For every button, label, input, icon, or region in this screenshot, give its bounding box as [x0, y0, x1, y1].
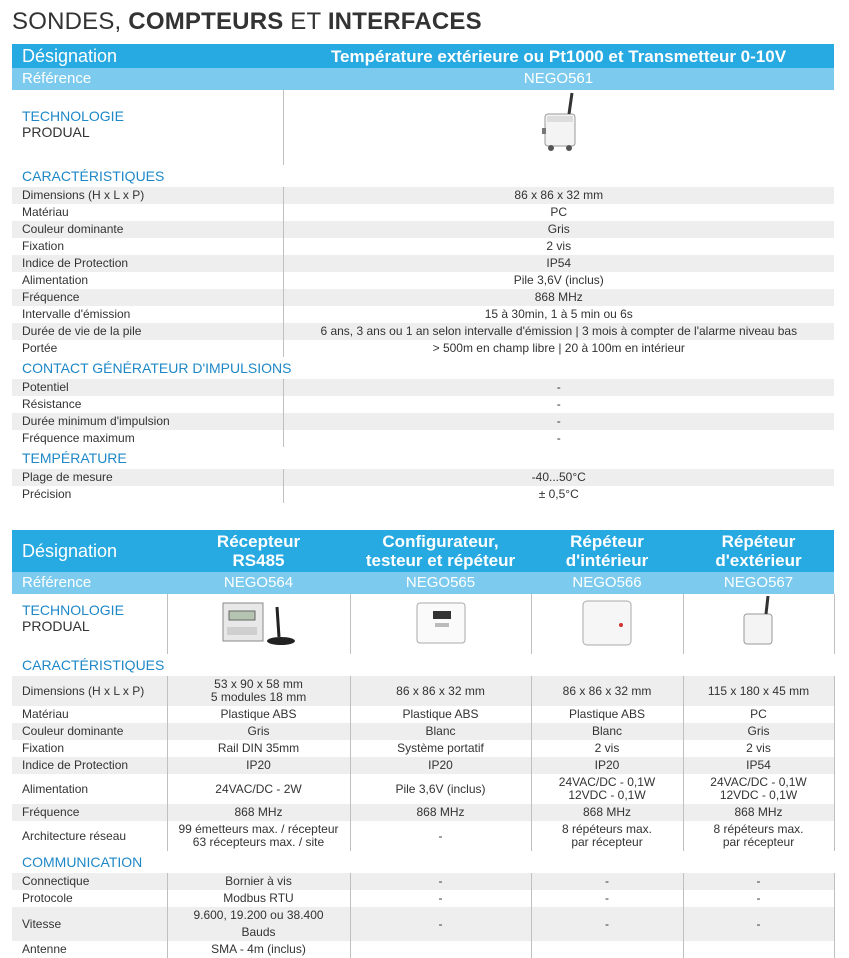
spec-value-line: 12VDC - 0,1W — [568, 788, 646, 802]
spec-label: Alimentation — [12, 272, 283, 289]
spec-value-line: 2 vis — [746, 741, 771, 755]
spec-label: Protocole — [12, 890, 167, 907]
spec-value — [167, 740, 350, 757]
spec-label: Fréquence — [12, 289, 283, 306]
spec-value — [531, 723, 683, 740]
title-line-1: Récepteur — [216, 532, 301, 551]
spec-label: Durée minimum d'impulsion — [12, 413, 283, 430]
spec-row — [12, 486, 834, 503]
spec-value — [531, 774, 683, 804]
rs485-receiver-image — [219, 597, 299, 647]
spec-row — [12, 941, 834, 958]
spec-value — [167, 821, 350, 851]
spec-value — [683, 706, 834, 723]
spec-value-line: 12VDC - 0,1W — [719, 788, 798, 802]
spec-value — [531, 706, 683, 723]
spec-value-line: Gris — [747, 724, 770, 738]
section-title: COMMUNICATION — [22, 854, 143, 870]
spec-value: -40...50°C — [283, 469, 834, 486]
spec-label: Indice de Protection — [12, 757, 167, 774]
spec-value: 86 x 86 x 32 mm — [283, 187, 834, 204]
spec-value — [683, 804, 834, 821]
spec-value-line: IP54 — [746, 758, 771, 772]
spec-label: Matériau — [12, 706, 167, 723]
spec-value — [531, 676, 683, 706]
product-image-cell — [167, 594, 350, 654]
section-header — [12, 165, 834, 187]
spec-value — [531, 873, 683, 890]
title-line-1: Configurateur, — [382, 532, 499, 551]
spec-value — [167, 676, 350, 706]
spec-value — [350, 774, 531, 804]
spec-row — [12, 821, 834, 851]
technologie-text: TECHNOLOGIE — [22, 602, 124, 618]
spec-label: Durée de vie de la pile — [12, 323, 283, 340]
section-title: CARACTÉRISTIQUES — [22, 168, 165, 184]
spec-row — [12, 430, 834, 447]
spec-value: 6 ans, 3 ans ou 1 an selon intervalle d'émission | 3 mois à compter de l'alarme niveau bas — [283, 323, 834, 340]
spec-value-line: - — [756, 916, 761, 931]
spec-value: Gris — [283, 221, 834, 238]
product-image-cell — [283, 90, 834, 165]
spec-label: Dimensions (H x L x P) — [12, 676, 167, 706]
spec-label: Couleur dominante — [12, 221, 283, 238]
spec-label: Vitesse — [12, 907, 167, 941]
spec-value-line: - — [438, 874, 443, 888]
spec-label: Portée — [12, 340, 283, 357]
technologie-text: TECHNOLOGIE — [22, 108, 124, 124]
spec-value-line: Système portatif — [397, 741, 484, 755]
spec-value: PC — [550, 205, 568, 219]
product-title-nego565 — [350, 530, 531, 572]
section-title: CARACTÉRISTIQUES — [22, 657, 165, 673]
spec-value — [167, 907, 350, 941]
spec-value — [683, 890, 834, 907]
section-header — [12, 851, 834, 873]
spec-value-line: IP20 — [428, 758, 453, 772]
title-part-4: INTERFACES — [327, 8, 482, 35]
product-title-nego564 — [167, 530, 350, 572]
spec-label: Intervalle d'émission — [12, 306, 283, 323]
spec-value — [167, 890, 350, 907]
spec-label: Indice de Protection — [12, 255, 283, 272]
product-image-cell — [683, 594, 834, 654]
spec-value-line: - — [605, 874, 609, 888]
spec-value — [683, 873, 834, 890]
produal-text: PRODUAL — [22, 618, 90, 634]
spec-value-line: Gris — [247, 724, 270, 738]
product-title: Température extérieure ou Pt1000 et Transmetteur 0-10V — [283, 44, 834, 68]
spec-value-line: Blanc — [425, 724, 456, 738]
spec-row — [12, 907, 834, 941]
spec-value-line: - — [438, 828, 443, 843]
product-title-nego566 — [531, 530, 683, 572]
spec-value-line: 5 modules 18 mm — [210, 690, 307, 704]
spec-value — [350, 740, 531, 757]
spec-value — [683, 907, 834, 941]
spec-value — [350, 757, 531, 774]
spec-value: - — [556, 431, 561, 445]
spec-value-line: 24VAC/DC - 0,1W — [710, 775, 807, 789]
section-title: TEMPÉRATURE — [22, 450, 127, 466]
spec-value-line: - — [438, 916, 443, 931]
spec-value — [683, 941, 834, 958]
spec-value — [350, 804, 531, 821]
spec-value-line: Pile 3,6V (inclus) — [395, 781, 486, 796]
spec-row — [12, 238, 834, 255]
spec-value — [683, 821, 834, 851]
spec-row — [12, 676, 834, 706]
spec-value — [167, 873, 350, 890]
spec-value — [531, 804, 683, 821]
spec-label: Couleur dominante — [12, 723, 167, 740]
spec-value-line: 2 vis — [594, 741, 620, 755]
spec-label: Précision — [12, 486, 283, 503]
spec-label: Architecture réseau — [12, 821, 167, 851]
spec-row — [12, 890, 834, 907]
spec-row — [12, 396, 834, 413]
spec-value: - — [283, 379, 834, 396]
spec-label: Dimensions (H x L x P) — [12, 187, 283, 204]
spec-label: Alimentation — [12, 774, 167, 804]
reference-label-2: Référence — [12, 572, 167, 594]
spec-row — [12, 413, 834, 430]
spec-value: IP54 — [283, 255, 834, 272]
spec-row — [12, 204, 834, 221]
spec-value-line: Rail DIN 35mm — [217, 741, 300, 755]
title-line-2: d'intérieur — [565, 551, 649, 570]
section-header — [12, 357, 834, 379]
spec-value — [531, 757, 683, 774]
page-title — [12, 8, 482, 36]
reference-nego564: NEGO564 — [167, 572, 350, 594]
title-part-1: SONDES, — [12, 8, 129, 35]
spec-label: Fixation — [12, 740, 167, 757]
product-title-nego567 — [683, 530, 834, 572]
spec-value: > 500m en champ libre | 20 à 100m en intérieur — [432, 341, 685, 355]
technology-label-2 — [12, 594, 167, 654]
spec-value-line: 9.600, 19.200 ou 38.400 Bauds — [193, 908, 324, 939]
spec-label: Fréquence maximum — [12, 430, 283, 447]
spec-value — [350, 821, 531, 851]
spec-value — [683, 740, 834, 757]
spec-value-line: Bornier à vis — [225, 874, 292, 888]
spec-label: Fréquence — [12, 804, 167, 821]
spec-value — [350, 706, 531, 723]
spec-value-line: 868 MHz — [734, 805, 783, 819]
spec-row — [12, 469, 834, 486]
configurator-image — [411, 597, 471, 647]
spec-value-line: 8 répéteurs max. — [713, 822, 804, 836]
spec-value: - — [283, 413, 834, 430]
spec-value-line: SMA - 4m (inclus) — [211, 942, 306, 956]
product-table-nego561 — [12, 44, 834, 503]
spec-value-line: 868 MHz — [416, 805, 465, 819]
produal-text: PRODUAL — [22, 124, 90, 140]
spec-value-line: par récepteur — [571, 835, 643, 849]
spec-label: Antenne — [12, 941, 167, 958]
spec-row — [12, 873, 834, 890]
reference-nego566: NEGO566 — [531, 572, 683, 594]
spec-value — [683, 774, 834, 804]
spec-row — [12, 221, 834, 238]
spec-row — [12, 740, 834, 757]
spec-row — [12, 723, 834, 740]
spec-value — [350, 873, 531, 890]
spec-row — [12, 379, 834, 396]
spec-row — [12, 340, 834, 357]
spec-value-line: - — [438, 891, 443, 905]
spec-value — [167, 941, 350, 958]
spec-value-line: 24VAC/DC - 2W — [215, 781, 302, 796]
spec-value-line: Blanc — [591, 724, 623, 738]
reference-nego567: NEGO567 — [683, 572, 834, 594]
spec-value-line: 868 MHz — [582, 805, 632, 819]
spec-value — [683, 757, 834, 774]
spec-row — [12, 255, 834, 272]
spec-row — [12, 706, 834, 723]
title-line-2: RS485 — [232, 551, 285, 570]
spec-value-line: 115 x 180 x 45 mm — [707, 683, 810, 698]
spec-value: 15 à 30min, 1 à 5 min ou 6s — [484, 307, 633, 321]
spec-value — [167, 757, 350, 774]
spec-value-line: 53 x 90 x 58 mm — [214, 677, 303, 691]
spec-value — [350, 890, 531, 907]
reference-nego565: NEGO565 — [350, 572, 531, 594]
spec-value-line: - — [605, 916, 609, 931]
spec-label: Résistance — [12, 396, 283, 413]
spec-label: Plage de mesure — [12, 469, 283, 486]
indoor-repeater-image — [577, 597, 637, 647]
spec-value-line: IP20 — [246, 758, 271, 772]
spec-value-line: 8 répéteurs max. — [561, 822, 653, 836]
product-image-cell — [531, 594, 683, 654]
spec-value-line: 24VAC/DC - 0,1W — [558, 775, 656, 789]
reference-value: NEGO561 — [283, 68, 834, 90]
spec-value-line: par récepteur — [722, 835, 795, 849]
spec-row — [12, 323, 834, 340]
spec-value — [167, 706, 350, 723]
product-image-cell — [350, 594, 531, 654]
spec-label: Potentiel — [12, 379, 283, 396]
spec-value — [531, 890, 683, 907]
spec-value-line: Modbus RTU — [223, 891, 294, 905]
spec-value-line: - — [756, 891, 761, 905]
spec-value-line: Plastique ABS — [220, 707, 297, 721]
spec-value — [531, 907, 683, 941]
title-line-2: d'extérieur — [715, 551, 802, 570]
spec-value-line: 86 x 86 x 32 mm — [562, 683, 652, 698]
spec-row — [12, 757, 834, 774]
title-line-1: Répéteur — [570, 532, 644, 551]
spec-value: 868 MHz — [283, 289, 834, 306]
title-part-3: ET — [283, 8, 328, 35]
section-header — [12, 654, 834, 676]
spec-value — [167, 774, 350, 804]
spec-value: Pile 3,6V (inclus) — [513, 273, 604, 287]
spec-value — [683, 723, 834, 740]
spec-value-line: - — [756, 874, 761, 888]
spec-label: Fixation — [12, 238, 283, 255]
outdoor-repeater-image — [734, 594, 784, 649]
spec-value — [531, 821, 683, 851]
outdoor-sensor-image — [529, 90, 589, 160]
spec-value — [167, 804, 350, 821]
spec-label: Matériau — [12, 204, 283, 221]
section-header — [12, 447, 834, 469]
product-table-receivers — [12, 530, 835, 958]
spec-value-line: 63 récepteurs max. / site — [192, 835, 325, 849]
spec-value-line: IP20 — [594, 758, 620, 772]
spec-value-line: PC — [750, 707, 767, 721]
spec-row — [12, 804, 834, 821]
spec-value — [350, 723, 531, 740]
spec-value-line: 99 émetteurs max. / récepteur — [178, 822, 339, 836]
spec-value — [167, 723, 350, 740]
reference-label: Référence — [12, 68, 283, 90]
spec-value: - — [556, 397, 561, 411]
spec-value — [531, 941, 683, 958]
designation-label: Désignation — [12, 44, 283, 68]
designation-label-2: Désignation — [12, 530, 167, 572]
spec-row — [12, 774, 834, 804]
spec-value-line: 868 MHz — [234, 805, 283, 819]
spec-row — [12, 272, 834, 289]
spec-row — [12, 289, 834, 306]
title-line-1: Répéteur — [721, 532, 796, 551]
spec-value-line: Plastique ABS — [402, 707, 479, 721]
spec-value — [350, 941, 531, 958]
spec-row — [12, 306, 834, 323]
spec-value — [683, 676, 834, 706]
spec-value-line: 86 x 86 x 32 mm — [396, 683, 485, 698]
spec-value — [350, 907, 531, 941]
technology-label — [12, 90, 283, 165]
spec-value — [350, 676, 531, 706]
section-title: CONTACT GÉNÉRATEUR D'IMPULSIONS — [22, 360, 292, 376]
title-part-2: COMPTEURS — [128, 8, 284, 35]
spec-value: ± 0,5°C — [538, 487, 579, 501]
spec-label: Connectique — [12, 873, 167, 890]
spec-value — [531, 740, 683, 757]
title-line-2: testeur et répéteur — [365, 551, 516, 570]
spec-row — [12, 187, 834, 204]
spec-value-line: - — [605, 891, 609, 905]
spec-value-line: Plastique ABS — [568, 707, 646, 721]
spec-value: 2 vis — [546, 239, 572, 253]
